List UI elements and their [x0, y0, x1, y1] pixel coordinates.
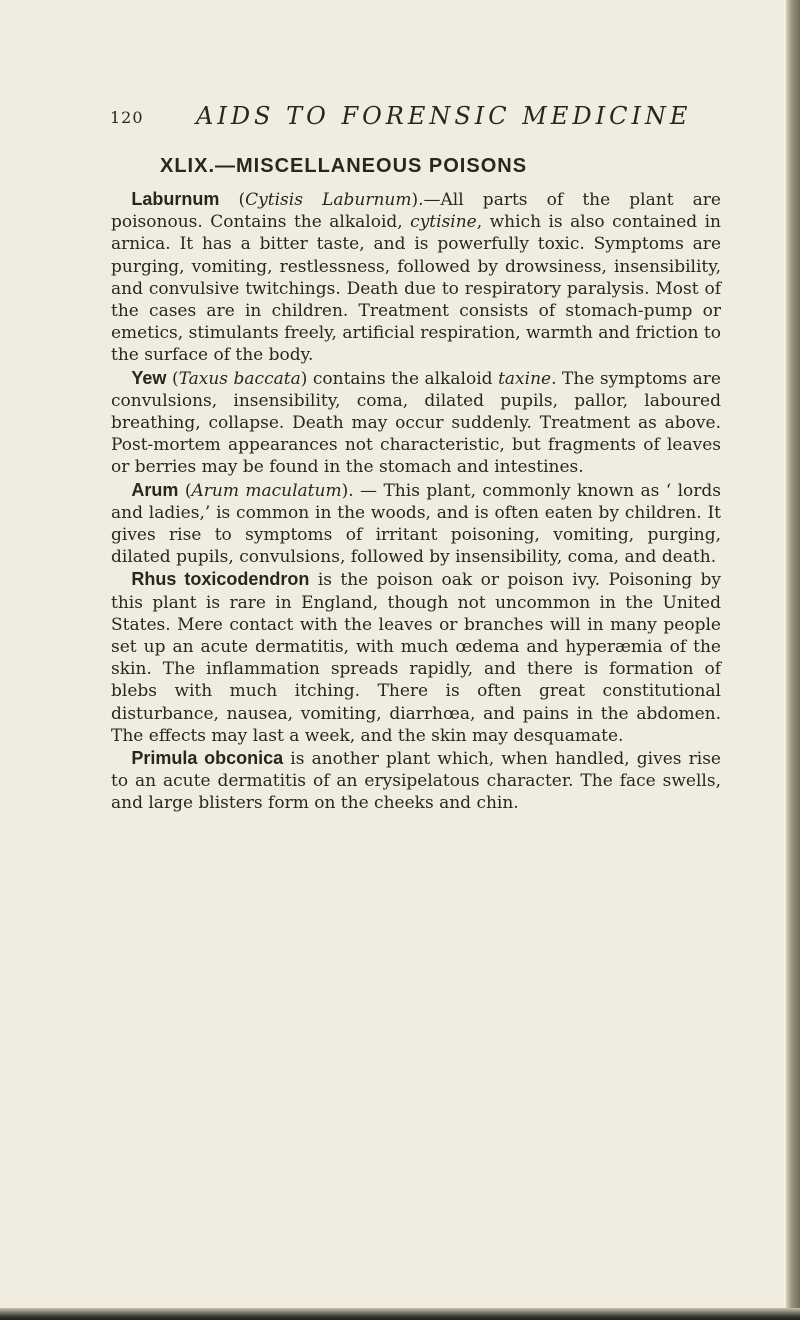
- entry-text: ). — This plant, commonly known as ‘ lords and ladies,’ is common in the woods, and is often eaten by children. It gives rise to symptoms of irritant poisoning, vomiting, purging, dilated pupils, convulsions, followed by insensibility, coma, and death.: [111, 480, 721, 568]
- entry-rhus: [111, 568, 721, 747]
- entry-text: is another plant which, when handled, gives rise to an acute dermatitis of an erysipelatous character. The face swells, and large blisters form on the cheeks and chin.: [111, 749, 721, 814]
- paren: (: [219, 190, 246, 210]
- entry-term: Rhus toxicodendron: [131, 569, 310, 590]
- entry-term: Arum: [131, 479, 179, 500]
- entry-yew: [111, 367, 721, 479]
- paren: (: [178, 480, 192, 501]
- page-number: 120: [110, 108, 144, 127]
- entry-term: Primula obconica: [131, 748, 284, 769]
- body-text: [111, 188, 721, 815]
- entry-term: Laburnum: [131, 189, 220, 209]
- latin-name: Cytisis Laburnum: [245, 190, 412, 210]
- entry-text: is the poison oak or poison ivy. Poisoning by this plant is rare in England, though not uncommon in the United States. Mere contact with the leaves or branches will in many people set up an acute dermatitis, with much œdema and hyperæmia of the skin. The inflammation spreads rapidly, and there is formation of blebs with much itching. There is often great constitutional disturbance, nausea, vomiting, diarrhœa, and pains in the abdomen. The effects may last a week, and the skin may desquamate.: [111, 570, 722, 746]
- alkaloid-name: cytisine: [410, 212, 477, 233]
- paren: (: [166, 368, 179, 389]
- chapter-title: XLIX.—MISCELLANEOUS POISONS: [160, 155, 528, 177]
- latin-name: Arum maculatum: [191, 480, 342, 501]
- entry-text: ).—All parts of the plant are poisonous. Contains the alkaloid,: [111, 190, 721, 233]
- entry-term: Yew: [131, 367, 167, 388]
- page-header: [100, 102, 740, 132]
- page-edge-bottom: [0, 1308, 800, 1320]
- latin-name: Taxus baccata: [178, 368, 301, 389]
- running-head: AIDS TO FORENSIC MEDICINE: [196, 102, 692, 130]
- entry-text: ) contains the alkaloid: [300, 368, 499, 389]
- alkaloid-name: taxine: [498, 368, 552, 389]
- entry-arum: [111, 479, 721, 569]
- entry-text: . The symptoms are convulsions, insensibility, coma, dilated pupils, pallor, laboured breathing, collapse. Death may occur suddenly. Treatment as above. Post-mortem appearances not characteristic, but fragments of leaves or berries may be found in the stomach and intestines.: [111, 368, 721, 478]
- entry-text: , which is also contained in arnica. It has a bitter taste, and is powerfully toxic. Symptoms are purging, vomiting, restlessness, followed by drowsiness, insensibility, and convulsive twitchings. Death due to respiratory paralysis. Most of the cases are in children. Treatment consists of stomach-pump or emetics, stimulants freely, artificial respiration, warmth and friction to the surface of the body.: [111, 212, 721, 366]
- entry-laburnum: [111, 188, 721, 367]
- page-edge-right: [786, 0, 800, 1320]
- entry-primula: [111, 747, 721, 815]
